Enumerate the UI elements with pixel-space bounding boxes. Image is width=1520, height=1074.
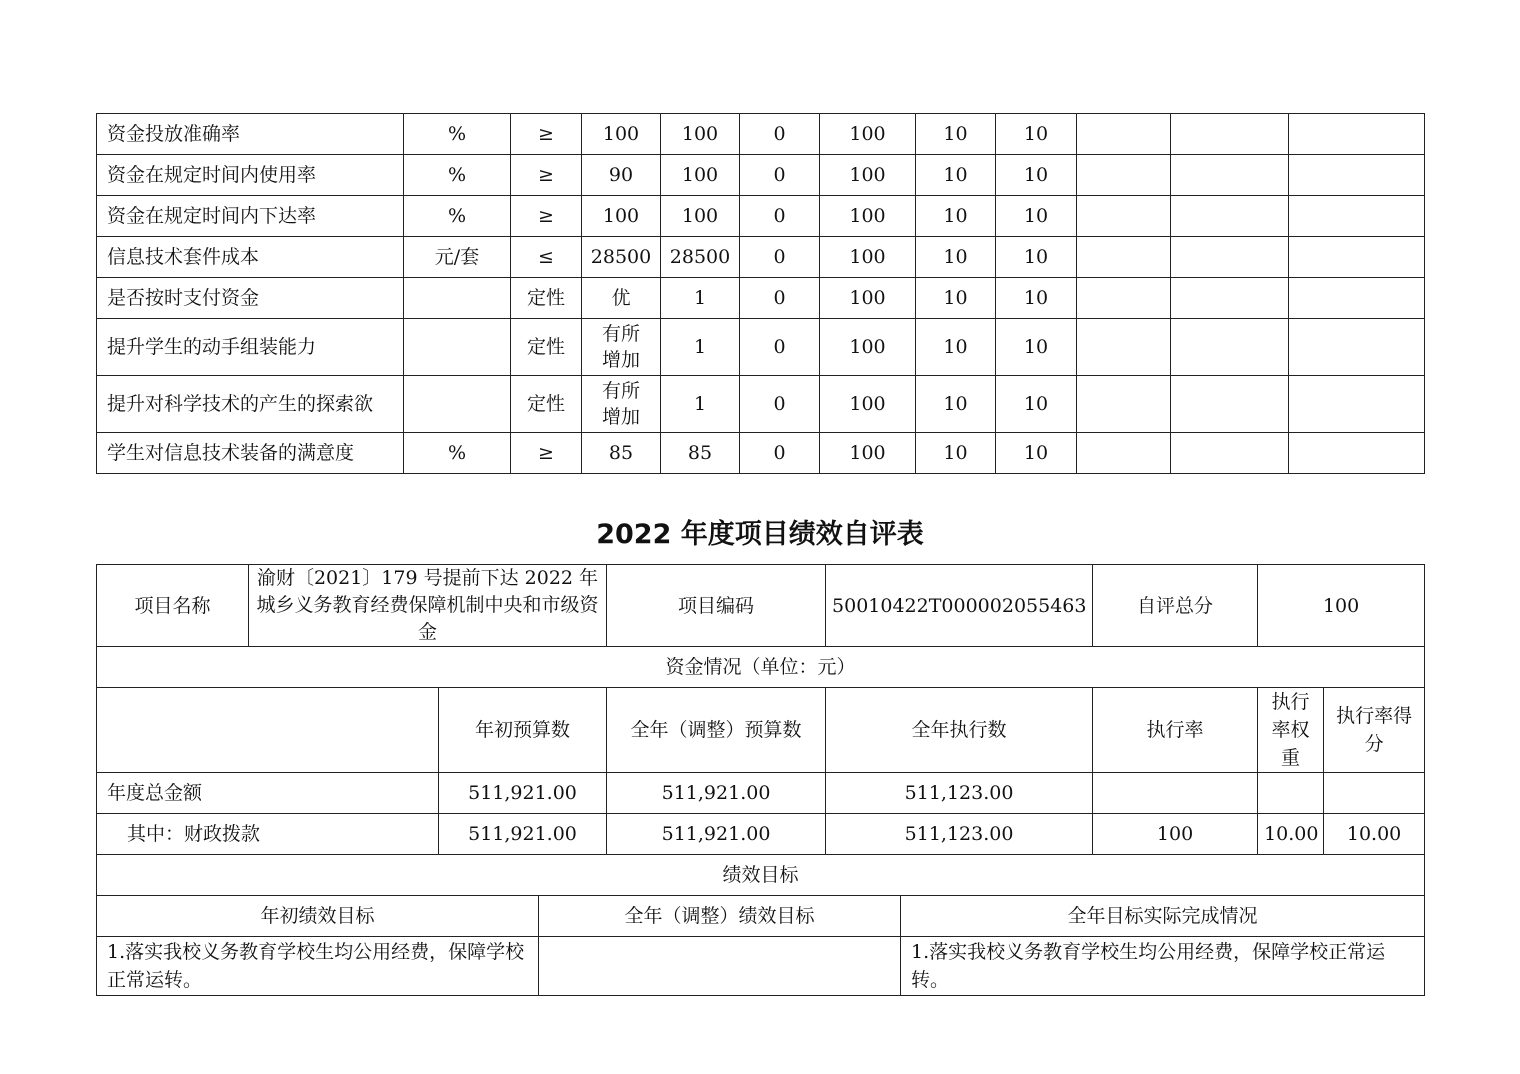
empty-cell: [1077, 237, 1171, 278]
adjusted-goal: [539, 937, 901, 996]
rate-score: 10.00: [1324, 814, 1425, 855]
execution-rate: [1093, 773, 1258, 814]
indicator-target: 90: [582, 155, 661, 196]
column-header: 全年（调整）预算数: [607, 688, 826, 773]
adjusted-budget-value: 511,921.00: [607, 773, 826, 814]
indicator-value: 10: [916, 237, 996, 278]
indicator-unit: [404, 319, 511, 376]
empty-cell: [1171, 196, 1289, 237]
indicator-value: 10: [996, 278, 1077, 319]
indicator-value: 0: [740, 433, 820, 474]
indicator-value: 10: [996, 114, 1077, 155]
indicator-value: 100: [820, 278, 916, 319]
indicator-target: [582, 319, 661, 376]
budget-value: 511,921.00: [439, 773, 607, 814]
column-header: 执行率权重: [1258, 688, 1324, 773]
empty-cell: [97, 688, 439, 773]
indicator-row: [97, 319, 1425, 376]
indicator-operator: ≥: [511, 155, 582, 196]
indicator-value: 0: [740, 155, 820, 196]
column-header: 全年目标实际完成情况: [901, 896, 1425, 937]
indicator-actual: 1: [661, 278, 740, 319]
indicator-actual: 100: [661, 196, 740, 237]
indicator-unit: %: [404, 196, 511, 237]
indicator-actual: 85: [661, 433, 740, 474]
target-line: 有所: [601, 323, 640, 345]
empty-cell: [1289, 114, 1425, 155]
indicator-value: 10: [996, 376, 1077, 433]
rate-score: [1324, 773, 1425, 814]
indicator-table: [96, 113, 1425, 474]
indicator-value: 10: [996, 237, 1077, 278]
empty-cell: [1289, 376, 1425, 433]
target-line: 增加: [601, 406, 640, 428]
empty-cell: [1289, 278, 1425, 319]
empty-cell: [1077, 433, 1171, 474]
indicator-value: 0: [740, 237, 820, 278]
empty-cell: [1077, 278, 1171, 319]
column-header: 年初预算数: [439, 688, 607, 773]
project-code-label: 项目编码: [607, 565, 826, 647]
indicator-target: [582, 376, 661, 433]
indicator-name: 资金在规定时间内使用率: [97, 155, 404, 196]
indicator-value: 10: [916, 319, 996, 376]
target-line: 有所: [601, 380, 640, 402]
indicator-value: 10: [996, 196, 1077, 237]
empty-cell: [1077, 155, 1171, 196]
indicator-operator: ≥: [511, 114, 582, 155]
project-name-value: 渝财〔2021〕179 号提前下达 2022 年城乡义务教育经费保障机制中央和市级资金: [249, 565, 607, 647]
indicator-name: 提升对科学技术的产生的探索欲: [97, 376, 404, 433]
indicator-value: 100: [820, 155, 916, 196]
funds-row-label: 年度总金额: [97, 773, 439, 814]
empty-cell: [1171, 433, 1289, 474]
column-header: 执行率得分: [1324, 688, 1425, 773]
indicator-value: 10: [996, 155, 1077, 196]
indicator-value: 0: [740, 319, 820, 376]
project-code-value: 50010422T000002055463: [826, 565, 1093, 647]
initial-goal: 1.落实我校义务教育学校生均公用经费，保障学校正常运转。: [97, 937, 539, 996]
indicator-name: 信息技术套件成本: [97, 237, 404, 278]
self-score-value: 100: [1258, 565, 1425, 647]
indicator-value: 100: [820, 433, 916, 474]
indicator-value: 0: [740, 196, 820, 237]
indicator-value: 100: [820, 114, 916, 155]
indicator-value: 10: [996, 319, 1077, 376]
funds-row: [97, 773, 1425, 814]
indicator-value: 0: [740, 376, 820, 433]
indicator-row: [97, 155, 1425, 196]
indicator-unit: %: [404, 433, 511, 474]
empty-cell: [1077, 196, 1171, 237]
empty-cell: [1171, 278, 1289, 319]
empty-cell: [1171, 237, 1289, 278]
empty-cell: [1289, 237, 1425, 278]
indicator-name: 是否按时支付资金: [97, 278, 404, 319]
indicator-name: 学生对信息技术装备的满意度: [97, 433, 404, 474]
funds-row-label: 其中：财政拨款: [97, 814, 439, 855]
executed-value: 511,123.00: [826, 814, 1093, 855]
funds-section-row: [97, 647, 1425, 688]
indicator-value: 10: [916, 433, 996, 474]
target-line: 增加: [601, 349, 640, 371]
indicator-row: [97, 433, 1425, 474]
indicator-value: 0: [740, 114, 820, 155]
indicator-value: 10: [916, 278, 996, 319]
indicator-unit: [404, 278, 511, 319]
indicator-target: 100: [582, 114, 661, 155]
goals-row: [97, 937, 1425, 996]
indicator-name: 提升学生的动手组装能力: [97, 319, 404, 376]
budget-value: 511,921.00: [439, 814, 607, 855]
indicator-value: 10: [996, 433, 1077, 474]
indicator-row: [97, 114, 1425, 155]
indicator-operator: 定性: [511, 278, 582, 319]
rate-weight: [1258, 773, 1324, 814]
indicator-operator: ≥: [511, 196, 582, 237]
empty-cell: [1077, 114, 1171, 155]
indicator-row: [97, 237, 1425, 278]
indicator-actual: 100: [661, 155, 740, 196]
actual-completion: 1.落实我校义务教育学校生均公用经费，保障学校正常运转。: [901, 937, 1425, 996]
indicator-row: [97, 278, 1425, 319]
indicator-target: 优: [582, 278, 661, 319]
indicator-name: 资金在规定时间内下达率: [97, 196, 404, 237]
goals-section-row: [97, 855, 1425, 896]
indicator-operator: ≤: [511, 237, 582, 278]
indicator-operator: ≥: [511, 433, 582, 474]
funds-header-row: [97, 688, 1425, 773]
empty-cell: [1289, 196, 1425, 237]
indicator-target: 85: [582, 433, 661, 474]
column-header: 全年执行数: [826, 688, 1093, 773]
rate-weight: 10.00: [1258, 814, 1324, 855]
indicator-unit: %: [404, 155, 511, 196]
self-score-label: 自评总分: [1093, 565, 1258, 647]
self-evaluation-table: [96, 564, 1425, 996]
indicator-operator: 定性: [511, 376, 582, 433]
empty-cell: [1077, 319, 1171, 376]
funds-section-title: 资金情况（单位：元）: [97, 647, 1425, 688]
indicator-target: 28500: [582, 237, 661, 278]
indicator-row: [97, 376, 1425, 433]
funds-row: [97, 814, 1425, 855]
empty-cell: [1289, 433, 1425, 474]
indicator-unit: [404, 376, 511, 433]
indicator-row: [97, 196, 1425, 237]
indicator-value: 100: [820, 376, 916, 433]
indicator-operator: 定性: [511, 319, 582, 376]
empty-cell: [1171, 319, 1289, 376]
empty-cell: [1289, 155, 1425, 196]
indicator-value: 10: [916, 155, 996, 196]
empty-cell: [1171, 114, 1289, 155]
indicator-value: 10: [916, 376, 996, 433]
empty-cell: [1171, 376, 1289, 433]
column-header: 全年（调整）绩效目标: [539, 896, 901, 937]
indicator-value: 100: [820, 196, 916, 237]
indicator-value: 0: [740, 278, 820, 319]
goals-section-title: 绩效目标: [97, 855, 1425, 896]
indicator-actual: 100: [661, 114, 740, 155]
indicator-actual: 1: [661, 376, 740, 433]
execution-rate: 100: [1093, 814, 1258, 855]
goals-header-row: [97, 896, 1425, 937]
indicator-actual: 28500: [661, 237, 740, 278]
indicator-unit: %: [404, 114, 511, 155]
empty-cell: [1077, 376, 1171, 433]
column-header: 年初绩效目标: [97, 896, 539, 937]
indicator-value: 100: [820, 319, 916, 376]
indicator-name: 资金投放准确率: [97, 114, 404, 155]
indicator-actual: 1: [661, 319, 740, 376]
form-title: 2022 年度项目绩效自评表: [596, 519, 924, 550]
indicator-value: 100: [820, 237, 916, 278]
empty-cell: [1171, 155, 1289, 196]
project-info-row: [97, 565, 1425, 647]
indicator-value: 10: [916, 114, 996, 155]
indicator-target: 100: [582, 196, 661, 237]
column-header: 执行率: [1093, 688, 1258, 773]
adjusted-budget-value: 511,921.00: [607, 814, 826, 855]
project-name-label: 项目名称: [97, 565, 249, 647]
indicator-value: 10: [916, 196, 996, 237]
indicator-unit: 元/套: [404, 237, 511, 278]
executed-value: 511,123.00: [826, 773, 1093, 814]
empty-cell: [1289, 319, 1425, 376]
